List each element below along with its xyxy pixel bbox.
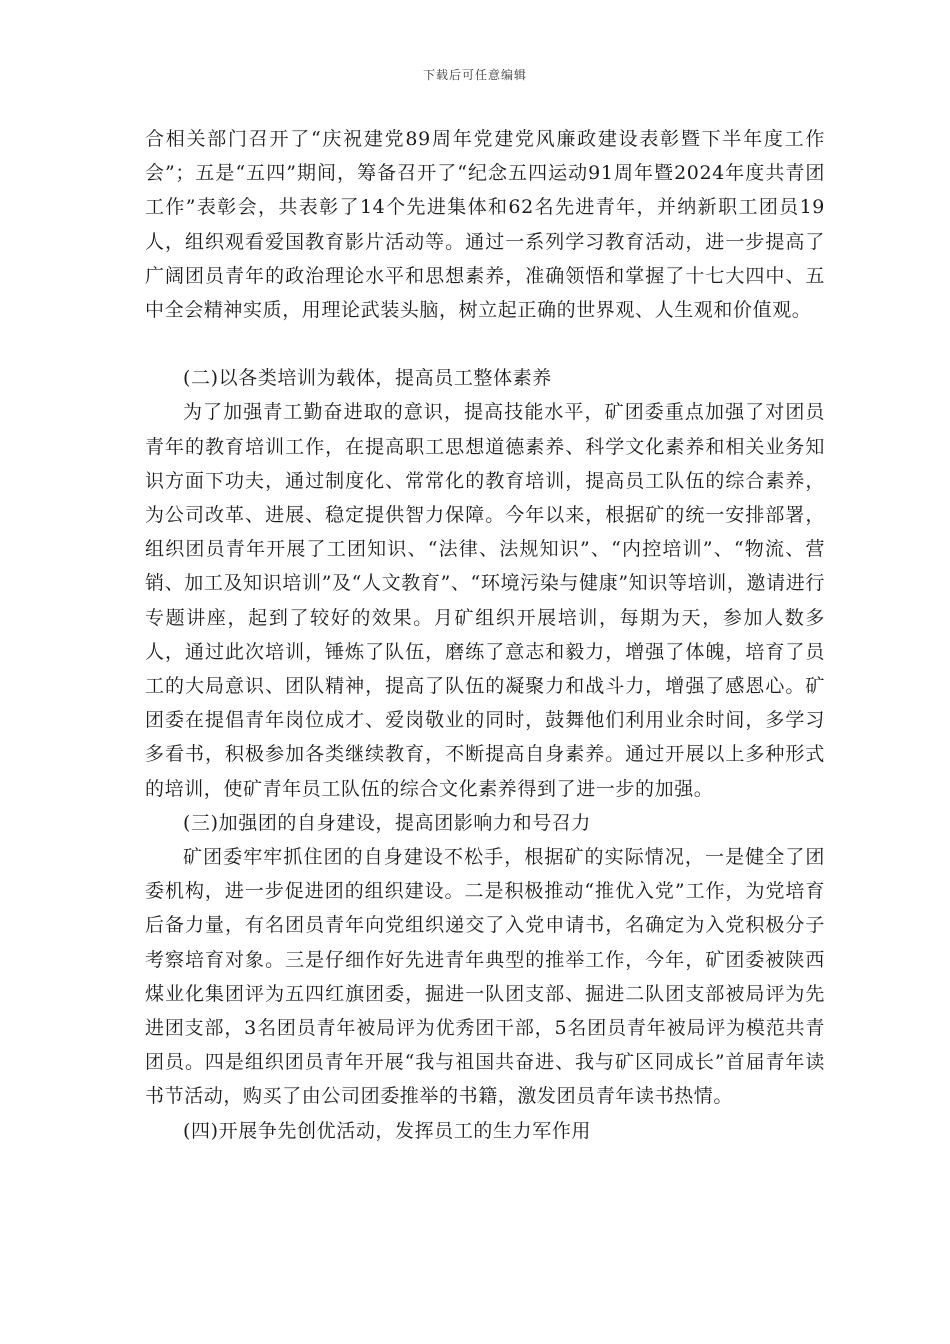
paragraph: 合相关部门召开了“庆祝建党89周年党建党风廉政建设表彰暨下半年度工作会”；五是“五四”期间，筹备召开了“纪念五四运动91周年暨2024年度共青团工作”表彰会，共表彰了14个先进集体和62名先进青年，并纳新职工团员19人，组织观看爱国教育影片活动等。通过一系列学习教育活动，进一步提高了广阔团员青年的政治理论水平和思想素养，准确领悟和掌握了十七大四中、五中全会精神实质，用理论武装头脑，树立起正确的世界观、人生观和价值观。 (145, 128, 825, 322)
page-header: 下载后可任意编辑 (422, 68, 527, 82)
document-body (145, 122, 825, 1148)
paragraph-spacer (145, 327, 825, 361)
section-heading: (三)加强团的自身建设，提高团影响力和号召力 (183, 811, 592, 834)
paragraph: 为了加强青工勤奋进取的意识，提高技能水平，矿团委重点加强了对团员青年的教育培训工作，在提高职工思想道德素养、科学文化素养和相关业务知识方面下功夫，通过制度化、常常化的教育培训，提高员工队伍的综合素养，为公司改革、进展、稳定提供智力保障。今年以来，根据矿的统一安排部署，组织团员青年开展了工团知识、“法律、法规知识”、“内控培训”、“物流、营销、加工及知识培训”及“人文教育”、“环境污染与健康”知识等培训，邀请进行专题讲座，起到了较好的效果。月矿组织开展培训，每期为天，参加人数多人，通过此次培训，锤炼了队伍，磨练了意志和毅力，增强了体魄，培育了员工的大局意识、团队精神，提高了队伍的凝聚力和战斗力，增强了感恩心。矿团委在提倡青年岗位成才、爱岗敬业的同时，鼓舞他们利用业余时间，多学习多看书，积极参加各类继续教育，不断提高自身素养。通过开展以上多种形式的培训，使矿青年员工队伍的综合文化素养得到了进一步的加强。 (145, 401, 825, 800)
paragraph: 矿团委牢牢抓住团的自身建设不松手，根据矿的实际情况，一是健全了团委机构，进一步促进团的组织建设。二是积极推动“推优入党”工作，为党培育后备力量，有名团员青年向党组织递交了入党申请书，名确定为入党积极分子考察培育对象。三是仔细作好先进青年典型的推举工作，今年，矿团委被陕西煤业化集团评为五四红旗团委，掘进一队团支部、掘进二队团支部被局评为先进团支部，3名团员青年被局评为优秀团干部，5名团员青年被局评为模范共青团员。四是组织团员青年开展“我与祖国共奋进、我与矿区同成长”首届青年读书节活动，购买了由公司团委推举的书籍，激发团员青年读书热情。 (145, 846, 825, 1108)
section-heading: (二)以各类培训为载体，提高员工整体素养 (183, 367, 552, 390)
section-heading: (四)开展争先创优活动，发挥员工的生力军作用 (183, 1119, 592, 1142)
